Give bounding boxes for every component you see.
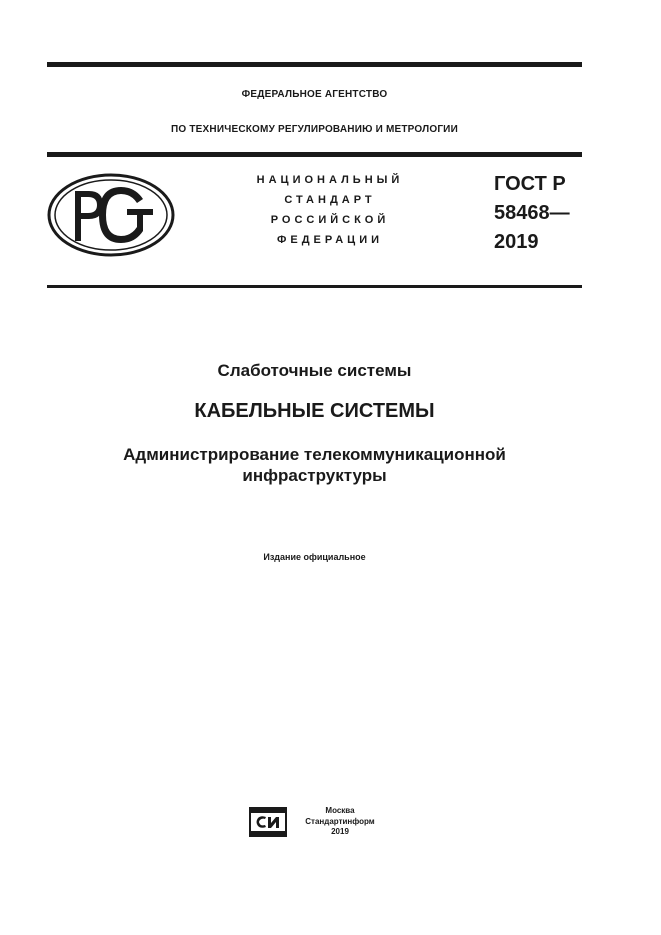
national-standard-label <box>220 170 440 250</box>
national-standard-line: НАЦИОНАЛЬНЫЙ <box>256 174 404 186</box>
edition-label: Издание официальное <box>263 552 366 562</box>
bottom-rule <box>47 285 582 288</box>
subtitle-line-2: инфраструктуры <box>242 466 387 485</box>
designation-line-2: 58468— <box>494 202 570 224</box>
designation-line-1: ГОСТ Р <box>494 173 566 195</box>
publisher-name: Стандартинформ <box>305 816 375 826</box>
publisher-city: Москва <box>325 806 355 815</box>
national-standard-line: ФЕДЕРАЦИИ <box>276 234 384 246</box>
standard-designation <box>494 170 570 257</box>
national-standard-line: СТАНДАРТ <box>284 194 376 206</box>
designation-line-3: 2019 <box>494 231 539 253</box>
publisher-info <box>300 806 380 838</box>
agency-name-line-2: ПО ТЕХНИЧЕСКОМУ РЕГУЛИРОВАНИЮ И МЕТРОЛОГИИ <box>171 124 458 135</box>
subtitle <box>47 444 582 486</box>
middle-rule <box>47 152 582 157</box>
publisher-year: 2019 <box>331 827 349 836</box>
subtitle-line-1: Администрирование телекоммуникационной <box>123 445 506 464</box>
series-title: Слаботочные системы <box>217 361 412 380</box>
rst-certification-emblem-icon <box>47 173 175 257</box>
standartinform-logo-icon <box>249 807 287 837</box>
top-rule <box>47 62 582 67</box>
national-standard-line: РОССИЙСКОЙ <box>270 214 390 226</box>
main-title: КАБЕЛЬНЫЕ СИСТЕМЫ <box>194 400 435 422</box>
agency-name-line-1: ФЕДЕРАЛЬНОЕ АГЕНТСТВО <box>241 89 388 100</box>
